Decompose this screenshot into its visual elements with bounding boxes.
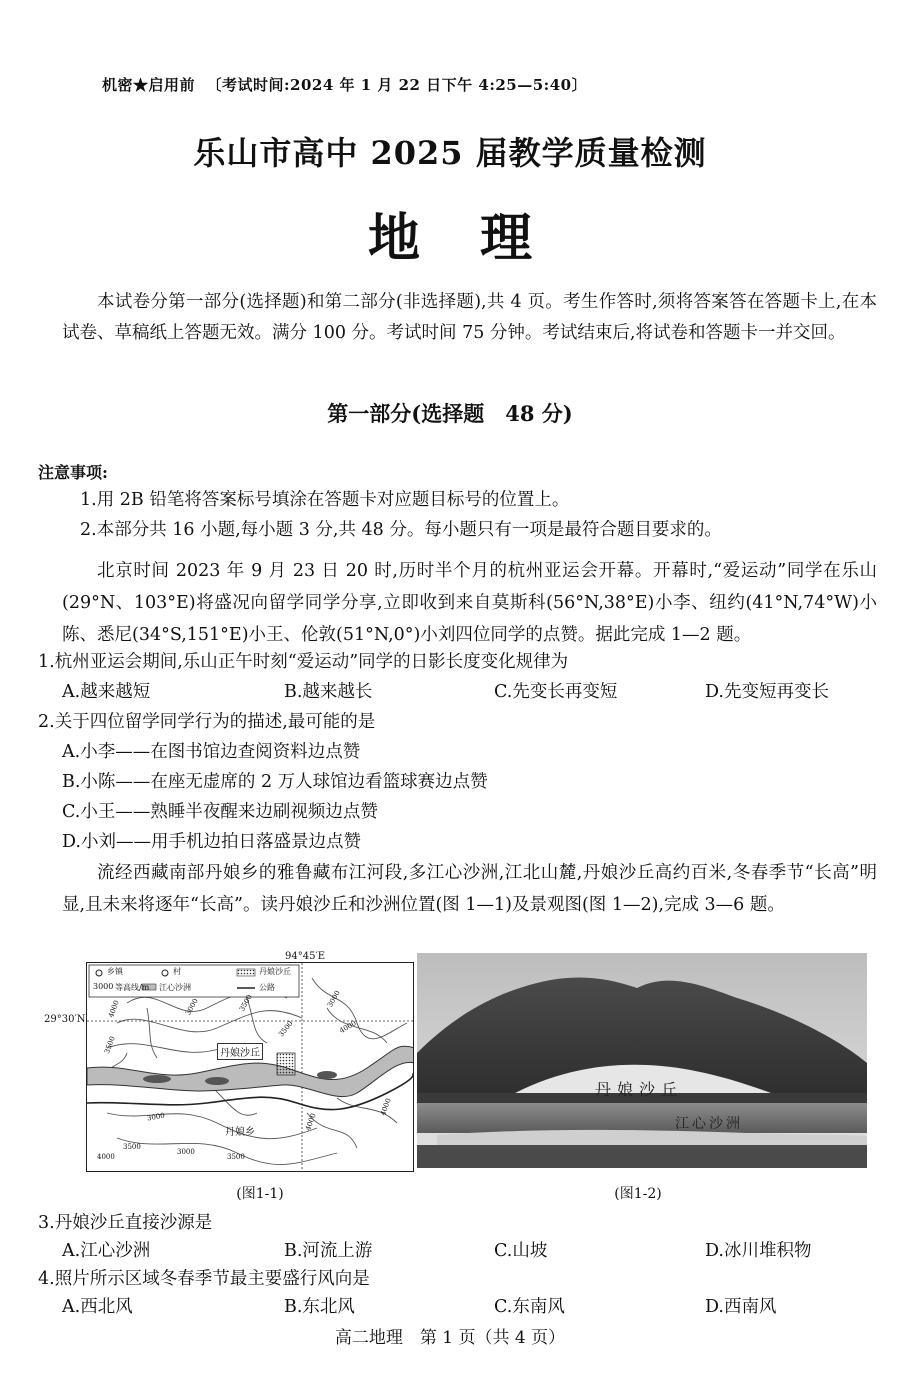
option-b: B.小陈——在座无虚席的 2 万人球馆边看篮球赛边点赞 [62, 772, 488, 792]
dune-area [277, 1053, 295, 1075]
legend-road-label: 公路 [259, 983, 275, 992]
legend-village-label: 村 [173, 967, 181, 976]
contour-label: 4000 [304, 1112, 318, 1132]
contour-label: 4000 [338, 1019, 358, 1035]
legend-contour-label: 等高线/m [115, 983, 150, 992]
figure-1-1-caption: (图1-1) [236, 1186, 284, 1202]
figure-1-2-caption: (图1-2) [614, 1186, 662, 1202]
legend-dune-label: 丹娘沙丘 [259, 967, 291, 976]
contour-label: 3500 [103, 1035, 117, 1055]
legend-town-label: 乡镇 [107, 967, 123, 976]
contour-label: 3500 [227, 1153, 245, 1161]
contour-label: 4000 [379, 1097, 393, 1117]
option-d: D.西南风 [705, 1297, 777, 1317]
longitude-label: 94°45′E [285, 951, 326, 962]
option-a: A.越来越短 [62, 682, 151, 702]
option-a: A.小李——在图书馆边查阅资料边点赞 [62, 742, 361, 762]
question-2-stem: 2.关于四位留学同学行为的描述,最可能的是 [38, 712, 376, 732]
photo-svg [417, 953, 867, 1168]
option-a: A.西北风 [62, 1297, 133, 1317]
sandbar-mark [205, 1077, 229, 1085]
notice-item: 1.用 2B 铅笔将答案标号填涂在答题卡对应题目标号的位置上。 [80, 490, 570, 510]
passage-2: 流经西藏南部丹娘乡的雅鲁藏布江河段,多江心沙洲,江北山麓,丹娘沙丘高约百米,冬春季节“长高”明显,且未来将逐年“长高”。读丹娘沙丘和沙洲位置(图 1—1)及景观图(图 1—2),完成 3—6 题。 [62, 863, 877, 915]
option-b: B.河流上游 [284, 1241, 373, 1261]
intro-paragraph: 本试卷分第一部分(选择题)和第二部分(非选择题),共 4 页。考生作答时,须将答案答在答题卡上,在本试卷、草稿纸上答题无效。满分 100 分。考试时间 75 分钟。考试结束后,将试卷和答题卡一并交回。 [62, 292, 877, 343]
option-c: C.东南风 [494, 1297, 565, 1317]
figure-1-2-photo [417, 953, 867, 1168]
option-b: B.东北风 [284, 1297, 355, 1317]
sandbar-photo-label: 江心沙洲 [675, 1116, 743, 1132]
town-label: 丹娘乡 [225, 1127, 255, 1138]
subject-title: 地理 [367, 208, 592, 269]
page-footer: 高二地理 第 1 页（共 4 页） [334, 1328, 566, 1348]
exam-title: 乐山市高中 2025 届教学质量检测 [193, 134, 707, 172]
sandbar-mark [317, 1071, 337, 1079]
legend-sandbar-label: 江心沙洲 [159, 983, 191, 992]
contour-label: 3500 [123, 1143, 141, 1151]
legend-contour-value: 3000 [93, 982, 114, 991]
river-water [417, 1103, 867, 1133]
confidential-mark: 机密★启用前 [102, 76, 196, 94]
map-svg [87, 963, 414, 1172]
option-c: C.先变长再变短 [494, 682, 618, 702]
foreground [417, 1145, 867, 1168]
legend-dune-symbol [237, 969, 255, 976]
option-b: B.越来越长 [284, 682, 373, 702]
contour-label: 4000 [97, 1153, 115, 1161]
option-a: A.江心沙洲 [62, 1241, 151, 1261]
contour-label: 4000 [107, 999, 121, 1019]
sandbar-mark [143, 1075, 171, 1083]
exam-header [102, 74, 587, 95]
option-c: C.山坡 [494, 1241, 548, 1261]
part-one-heading: 第一部分(选择题 48 分) [327, 401, 573, 426]
dune-photo-label: 丹娘沙丘 [595, 1080, 684, 1099]
question-1-stem: 1.杭州亚运会期间,乐山正午时刻“爱运动”同学的日影长度变化规律为 [38, 652, 569, 672]
contour-label: 3500 [277, 1019, 295, 1039]
notice-heading: 注意事项: [38, 463, 108, 482]
dune-label: 丹娘沙丘 [217, 1043, 263, 1060]
contour-label: 3000 [325, 989, 342, 1009]
contour-label: 3000 [183, 997, 200, 1017]
passage-1: 北京时间 2023 年 9 月 23 日 20 时,历时半个月的杭州亚运会开幕。开幕时,“爱运动”同学在乐山(29°N、103°E)将盛况向留学同学分享,立即收到来自莫斯科(56°N,38°E)小李、纽约(41°N,74°W)小陈、悉尼(34°S,151°E)小王、伦敦(51°N,0°)小刘四位同学的点赞。据此完成 1—2 题。 [62, 561, 877, 645]
exam-time: 〔考试时间:2024 年 1 月 22 日下午 4:25—5:40〕 [206, 76, 588, 94]
question-4-stem: 4.照片所示区域冬春季节最主要盛行风向是 [38, 1269, 370, 1289]
option-d: D.先变短再变长 [705, 682, 829, 702]
contour-label: 3000 [146, 1111, 166, 1123]
question-3-stem: 3.丹娘沙丘直接沙源是 [38, 1213, 213, 1233]
option-d: D.冰川堆积物 [705, 1241, 812, 1261]
contour-label: 3500 [237, 993, 254, 1013]
figure-1-1-map [86, 962, 414, 1172]
latitude-label: 29°30′N [44, 1014, 86, 1025]
contour-label: 3000 [177, 1148, 195, 1156]
notice-item: 2.本部分共 16 小题,每小题 3 分,共 48 分。每小题只有一项是最符合题目要求的。 [80, 520, 722, 540]
option-d: D.小刘——用手机边拍日落盛景边点赞 [62, 832, 361, 852]
option-c: C.小王——熟睡半夜醒来边刷视频边点赞 [62, 802, 378, 822]
